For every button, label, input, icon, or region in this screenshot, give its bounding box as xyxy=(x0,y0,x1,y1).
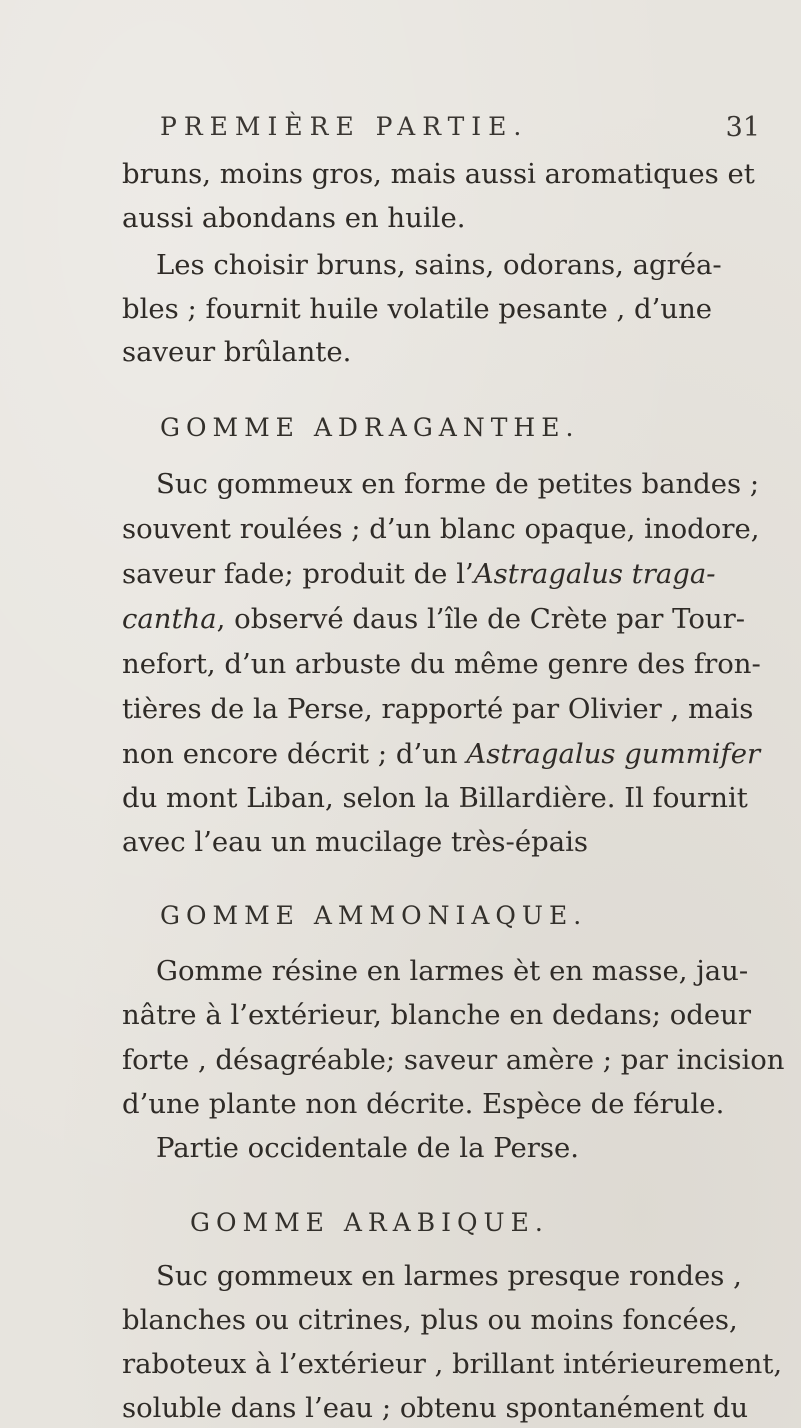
text-span: saveur fade; produit de l’ xyxy=(122,557,474,590)
taxon-name: Astragalus gummifer xyxy=(466,737,761,770)
text-line: forte , désagréable; saveur amère ; par incision xyxy=(122,1043,785,1076)
text-line: tières de la Perse, rapporté par Olivier , mais xyxy=(122,692,754,725)
text-line: raboteux à l’extérieur , brillant intérieurement, xyxy=(122,1348,783,1380)
text-line: Les choisir bruns, sains, odorans, agréa- xyxy=(156,248,722,281)
taxon-name: cantha xyxy=(122,602,217,635)
running-head xyxy=(160,112,760,152)
text-line: bruns, moins gros, mais aussi aromatiques et xyxy=(122,158,755,191)
text-line xyxy=(122,734,760,774)
text-line: nefort, d’un arbuste du même genre des fron- xyxy=(122,647,761,680)
page-number: 31 xyxy=(725,112,760,143)
text-line: soluble dans l’eau ; obtenu spontanément du xyxy=(122,1392,749,1424)
taxon-name: Astragalus traga- xyxy=(473,557,716,590)
text-line xyxy=(122,554,716,594)
text-line: Suc gommeux en larmes presque rondes , xyxy=(156,1260,742,1292)
text-line: avec l’eau un mucilage très-épais xyxy=(122,825,589,858)
section-heading-ammoniaque: GOMME AMMONIAQUE. xyxy=(160,901,588,931)
section-heading-adraganthe: GOMME ADRAGANTHE. xyxy=(160,412,580,442)
text-line: d’une plante non décrite. Espèce de férule. xyxy=(122,1087,725,1120)
text-line: Gomme résine en larmes èt en masse, jau- xyxy=(156,954,749,987)
text-line: du mont Liban, selon la Billardière. Il fournit xyxy=(122,781,748,814)
text-line: nâtre à l’extérieur, blanche en dedans; odeur xyxy=(122,998,751,1031)
text-line: Suc gommeux en forme de petites bandes ; xyxy=(156,468,760,500)
text-span: non encore décrit ; d’un xyxy=(122,737,467,770)
running-head-title: PREMIÈRE PARTIE. xyxy=(160,112,529,141)
text-line: bles ; fournit huile volatile pesante , d’une xyxy=(122,292,713,325)
text-line: saveur brûlante. xyxy=(122,336,352,368)
text-line: aussi abondans en huile. xyxy=(122,202,466,235)
text-line: blanches ou citrines, plus ou moins foncées, xyxy=(122,1304,738,1336)
text-line: Partie occidentale de la Perse. xyxy=(156,1131,580,1164)
text-line xyxy=(122,599,745,639)
text-span: , observé daus l’île de Crète par Tour- xyxy=(216,602,746,635)
text-line: souvent roulées ; d’un blanc opaque, inodore, xyxy=(122,512,760,545)
section-heading-arabique: GOMME ARABIQUE. xyxy=(190,1208,549,1238)
